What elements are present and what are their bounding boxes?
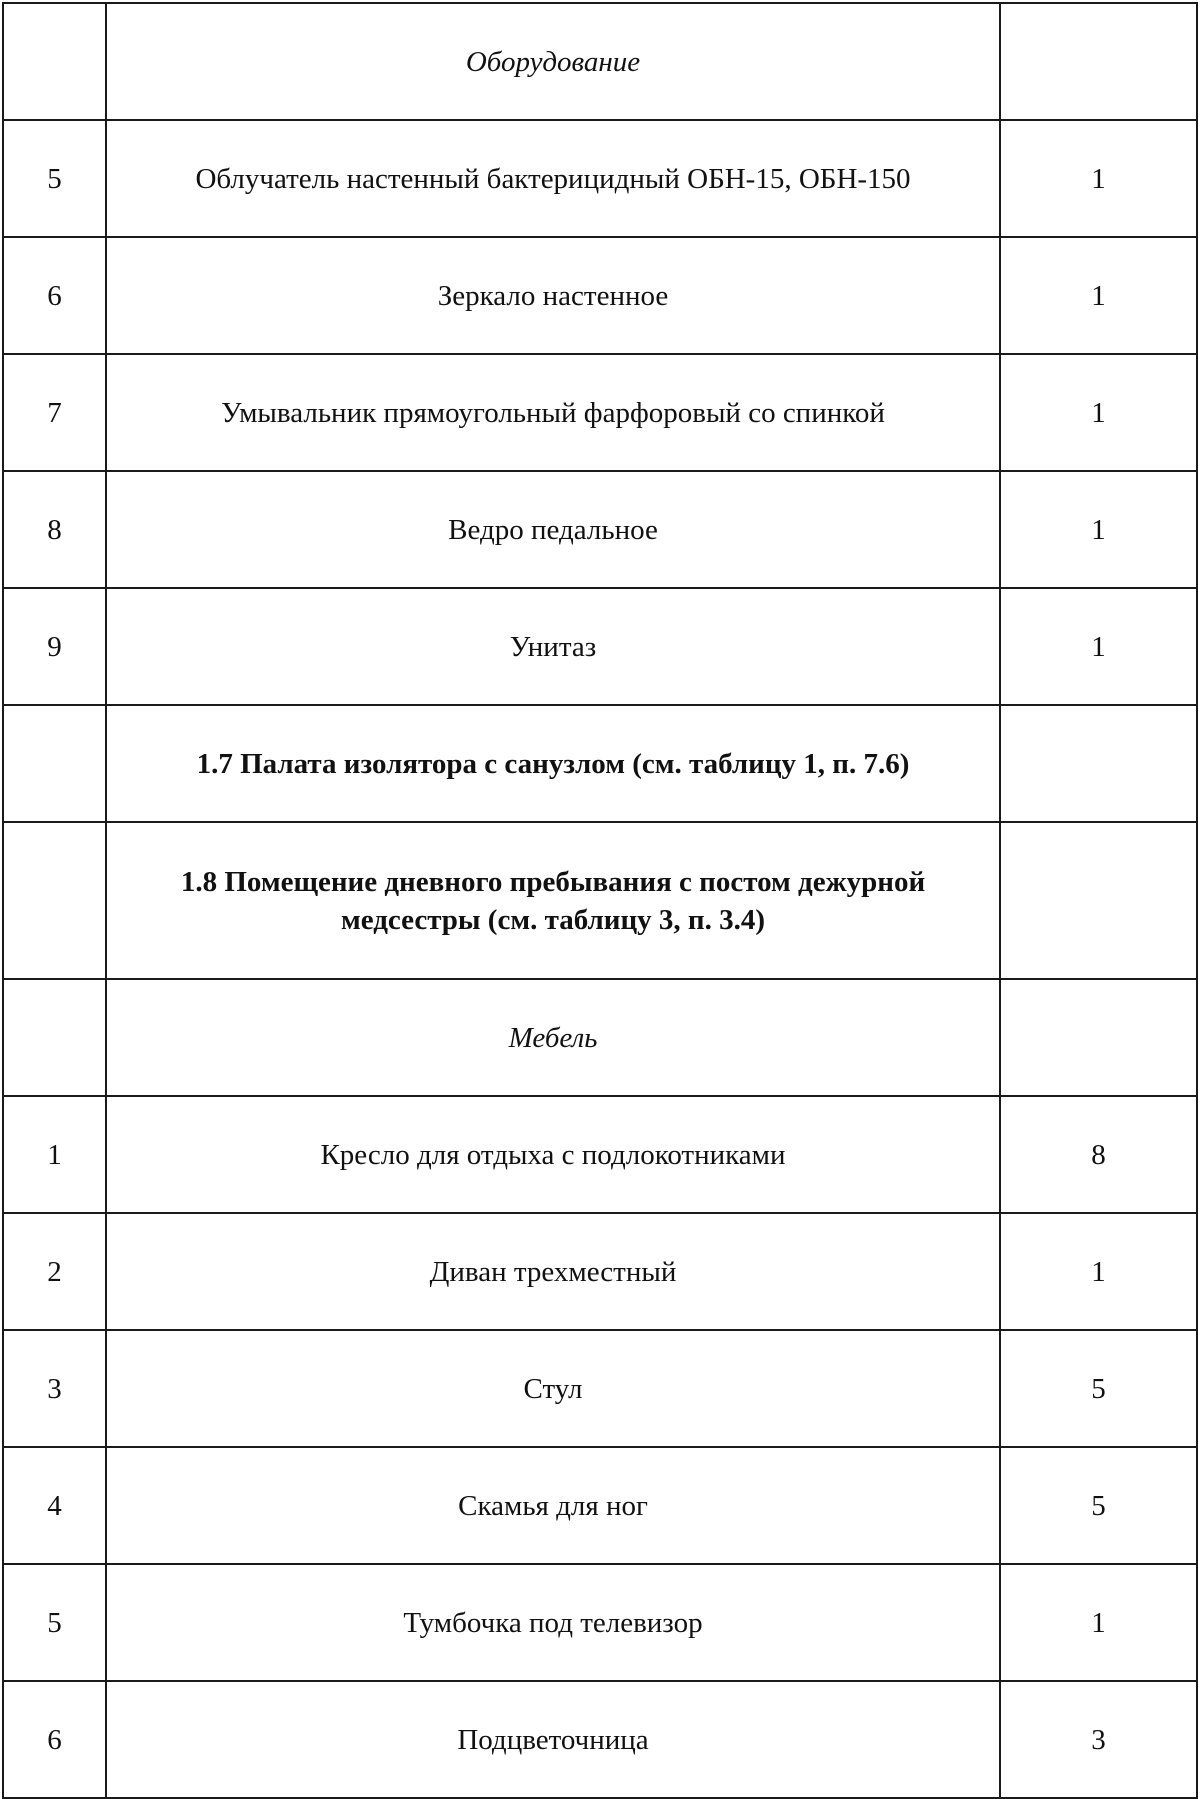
subsection-row [3,822,1197,979]
table-row [3,120,1197,237]
item-name-cell: Ведро педальное [106,471,1000,588]
item-name-cell: Зеркало настенное [106,237,1000,354]
item-name-cell: Диван трехместный [106,1213,1000,1330]
quantity-cell: 1 [1000,1213,1197,1330]
item-name-cell: Облучатель настенный бактерицидный ОБН-15, ОБН-150 [106,120,1000,237]
row-number-cell [3,3,106,120]
row-number-cell [3,822,106,979]
quantity-cell: 1 [1000,120,1197,237]
equipment-table [2,2,1198,1799]
row-number-cell: 6 [3,237,106,354]
row-number-cell: 8 [3,471,106,588]
row-number-cell [3,705,106,822]
row-number-cell [3,979,106,1096]
row-number-cell: 4 [3,1447,106,1564]
quantity-cell [1000,3,1197,120]
item-name-cell: Тумбочка под телевизор [106,1564,1000,1681]
section-title-furniture: Мебель [106,979,1000,1096]
table-row [3,1447,1197,1564]
table-row [3,1330,1197,1447]
item-name-cell: Умывальник прямоугольный фарфоровый со спинкой [106,354,1000,471]
table-row [3,237,1197,354]
row-number-cell: 6 [3,1681,106,1798]
quantity-cell: 8 [1000,1096,1197,1213]
quantity-cell: 1 [1000,237,1197,354]
table-row [3,471,1197,588]
table-row [3,1564,1197,1681]
table-row [3,1096,1197,1213]
row-number-cell: 5 [3,1564,106,1681]
row-number-cell: 9 [3,588,106,705]
item-name-cell: Скамья для ног [106,1447,1000,1564]
section-title-equipment: Оборудование [106,3,1000,120]
subsection-title-isolation-ward: 1.7 Палата изолятора с санузлом (см. таблицу 1, п. 7.6) [106,705,1000,822]
row-number-cell: 1 [3,1096,106,1213]
row-number-cell: 3 [3,1330,106,1447]
item-name-cell: Унитаз [106,588,1000,705]
quantity-cell: 5 [1000,1447,1197,1564]
row-number-cell: 5 [3,120,106,237]
quantity-cell: 1 [1000,1564,1197,1681]
subsection-title-day-room: 1.8 Помещение дневного пребывания с постом дежурной медсестры (см. таблицу 3, п. 3.4) [106,822,1000,979]
subsection-row [3,705,1197,822]
section-header-row [3,979,1197,1096]
table-row [3,1681,1197,1798]
item-name-cell: Стул [106,1330,1000,1447]
section-header-row [3,3,1197,120]
quantity-cell: 3 [1000,1681,1197,1798]
quantity-cell: 5 [1000,1330,1197,1447]
item-name-cell: Кресло для отдыха с подлокотниками [106,1096,1000,1213]
table-row [3,1213,1197,1330]
quantity-cell [1000,979,1197,1096]
table-row [3,354,1197,471]
row-number-cell: 2 [3,1213,106,1330]
item-name-cell: Подцветочница [106,1681,1000,1798]
quantity-cell: 1 [1000,354,1197,471]
quantity-cell [1000,705,1197,822]
row-number-cell: 7 [3,354,106,471]
quantity-cell [1000,822,1197,979]
quantity-cell: 1 [1000,588,1197,705]
quantity-cell: 1 [1000,471,1197,588]
table-row [3,588,1197,705]
